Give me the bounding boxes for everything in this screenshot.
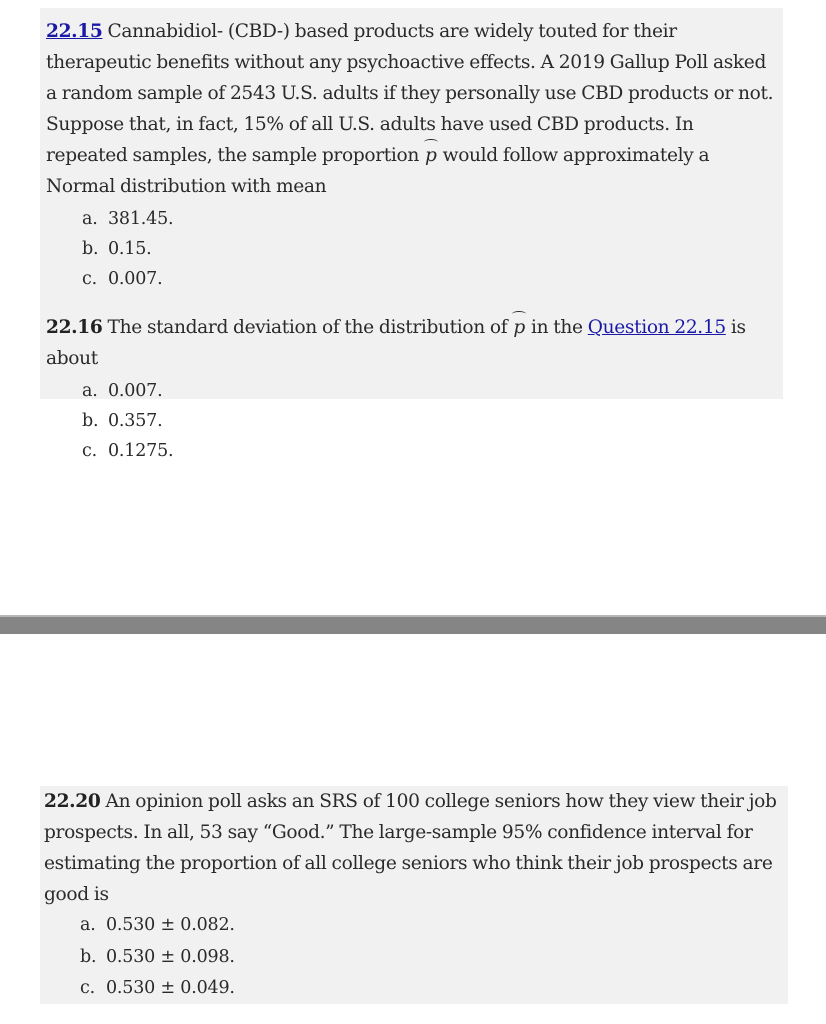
question-22-15-reference-link[interactable]: Question 22.15 <box>587 317 726 338</box>
option-text: 0.1275. <box>108 441 174 461</box>
question-22-20-number: 22.20 <box>44 791 101 812</box>
option-letter: c. <box>82 269 97 289</box>
option-text: 0.530 ± 0.082. <box>106 915 235 935</box>
option-letter: b. <box>80 946 97 967</box>
option-c[interactable] <box>82 436 777 466</box>
option-letter: a. <box>80 915 96 935</box>
option-text: 0.007. <box>108 269 163 289</box>
option-letter: c. <box>82 441 97 461</box>
question-22-16 <box>46 312 777 374</box>
question-22-15-text: Cannabidiol- (CBD-) based products are widely touted for their therapeutic benefits without any psychoactive effects. A 2019 Gallup Poll asked a random sample of 2543 U.S. adults if they personally use CBD products or not. Suppose that, in fact, 15% of all U.S. adults have used CBD products. In repeated samples, the sample proportion <box>46 21 774 166</box>
option-letter: c. <box>80 978 95 998</box>
option-a[interactable] <box>80 910 788 942</box>
option-c[interactable] <box>80 973 788 1005</box>
p-hat-symbol: p <box>424 140 438 171</box>
option-b[interactable] <box>82 234 777 264</box>
option-b[interactable] <box>82 406 777 436</box>
option-b[interactable] <box>80 942 788 974</box>
option-text: 0.357. <box>108 411 163 431</box>
question-22-15-options <box>46 204 777 294</box>
question-22-15 <box>46 16 777 202</box>
questions-panel-top <box>40 8 783 461</box>
question-22-16-number: 22.16 <box>46 317 103 338</box>
section-divider <box>0 615 826 634</box>
question-22-16-text-mid: in the <box>530 317 583 338</box>
option-text: 381.45. <box>108 209 174 229</box>
question-22-20 <box>44 786 788 910</box>
question-22-15-number-link[interactable]: 22.15 <box>46 21 103 42</box>
question-22-20-options <box>44 910 788 1005</box>
question-22-20-text: An opinion poll asks an SRS of 100 college seniors how they view their job prospects. In all, 53 say “Good.” The large-sample 95% confidence interval for estimating the proportion of all college seniors who think their job prospects are good is <box>44 791 777 905</box>
option-letter: a. <box>82 381 98 401</box>
p-hat-symbol: p <box>512 312 526 343</box>
option-letter: b. <box>82 411 99 431</box>
option-text: 0.530 ± 0.098. <box>106 946 235 967</box>
option-a[interactable] <box>82 204 777 234</box>
option-text: 0.530 ± 0.049. <box>106 978 235 998</box>
option-c[interactable] <box>82 264 777 294</box>
option-text: 0.007. <box>108 381 163 401</box>
question-22-15-text-after: would follow approximately a Normal distribution with mean <box>46 145 710 197</box>
option-letter: b. <box>82 239 99 259</box>
question-22-16-text-after: is about <box>46 317 746 369</box>
option-text: 0.15. <box>108 239 152 259</box>
option-a[interactable] <box>82 376 777 406</box>
question-22-16-options <box>46 376 777 466</box>
question-22-16-text: The standard deviation of the distribution of <box>107 317 508 338</box>
option-letter: a. <box>82 209 98 229</box>
questions-panel-bottom <box>40 786 788 1004</box>
